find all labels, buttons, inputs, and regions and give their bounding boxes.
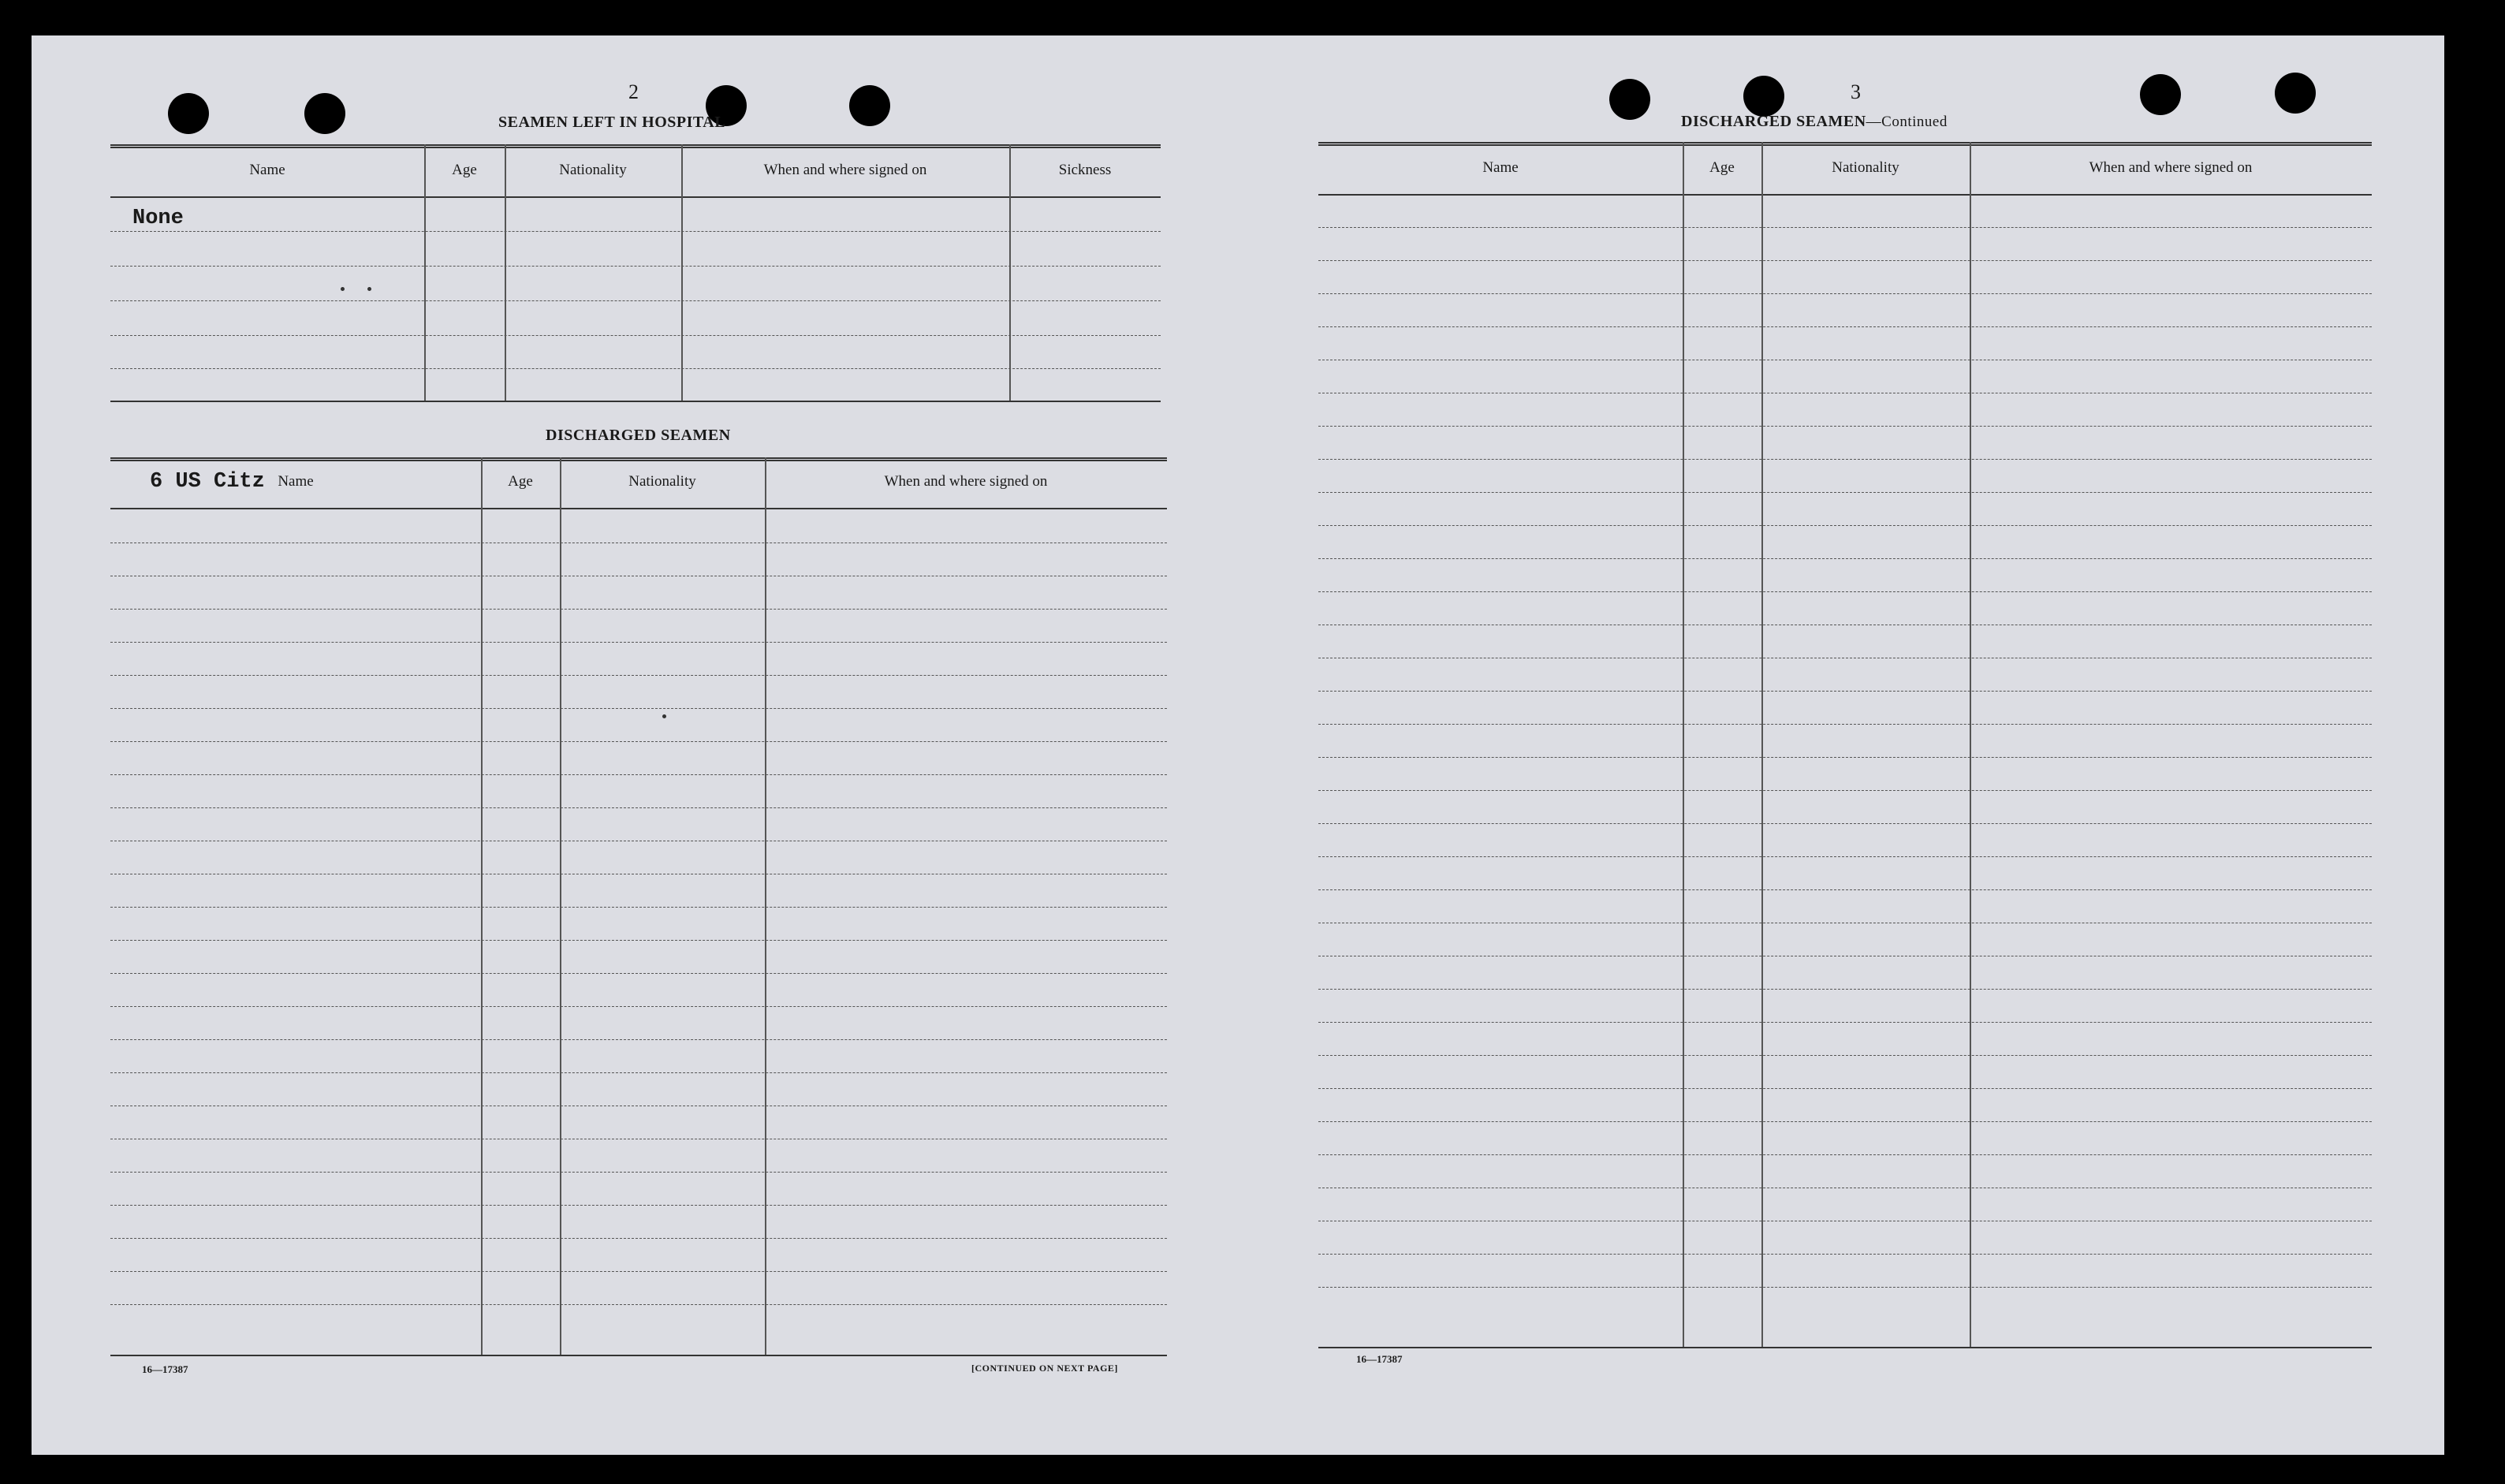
discharged-section-title: DISCHARGED SEAMEN	[546, 427, 731, 444]
discharged-continued-title	[1681, 113, 1948, 131]
page-number-left: 2	[628, 80, 639, 103]
discharged-continued-title-main: DISCHARGED SEAMEN	[1681, 113, 1866, 130]
form-number-right: 16—17387	[1356, 1353, 1403, 1365]
punch-hole	[2275, 73, 2316, 114]
ink-speck	[662, 714, 666, 718]
punch-hole	[168, 93, 209, 134]
continued-col-signed-on: When and where signed on	[2089, 159, 2253, 176]
continued-on-next-page-note: [CONTINUED ON NEXT PAGE]	[971, 1363, 1118, 1374]
form-number-left: 16—17387	[142, 1363, 188, 1375]
hospital-col-sickness: Sickness	[1058, 162, 1112, 178]
ink-speck	[367, 287, 371, 291]
discharged-col-name: Name	[278, 473, 314, 490]
punch-hole	[1609, 79, 1650, 120]
discharged-continued-table	[1318, 142, 2372, 1348]
continued-col-age: Age	[1709, 159, 1735, 176]
page-number-right: 3	[1851, 80, 1861, 103]
hospital-table	[110, 144, 1161, 402]
hospital-col-age: Age	[452, 162, 477, 178]
continued-col-name: Name	[1482, 159, 1519, 176]
hospital-section-title: SEAMEN LEFT IN HOSPITAL	[498, 114, 726, 131]
continued-col-nationality: Nationality	[1832, 159, 1899, 176]
discharged-col-signed-on: When and where signed on	[884, 473, 1048, 490]
discharged-continued-title-suffix: —Continued	[1866, 114, 1948, 130]
discharged-col-nationality: Nationality	[628, 473, 696, 490]
hospital-col-name: Name	[249, 162, 285, 178]
punch-hole	[304, 93, 345, 134]
hospital-col-nationality: Nationality	[559, 162, 627, 178]
hospital-entry-none: None	[132, 207, 184, 230]
ink-speck	[341, 287, 345, 291]
punch-hole	[2140, 74, 2181, 115]
discharged-entry-count: 6 US Citz	[150, 470, 265, 494]
discharged-col-age: Age	[508, 473, 533, 490]
hospital-col-signed-on: When and where signed on	[763, 162, 927, 178]
punch-hole	[849, 85, 890, 126]
discharged-table	[110, 457, 1167, 1356]
punch-hole	[1743, 76, 1784, 117]
